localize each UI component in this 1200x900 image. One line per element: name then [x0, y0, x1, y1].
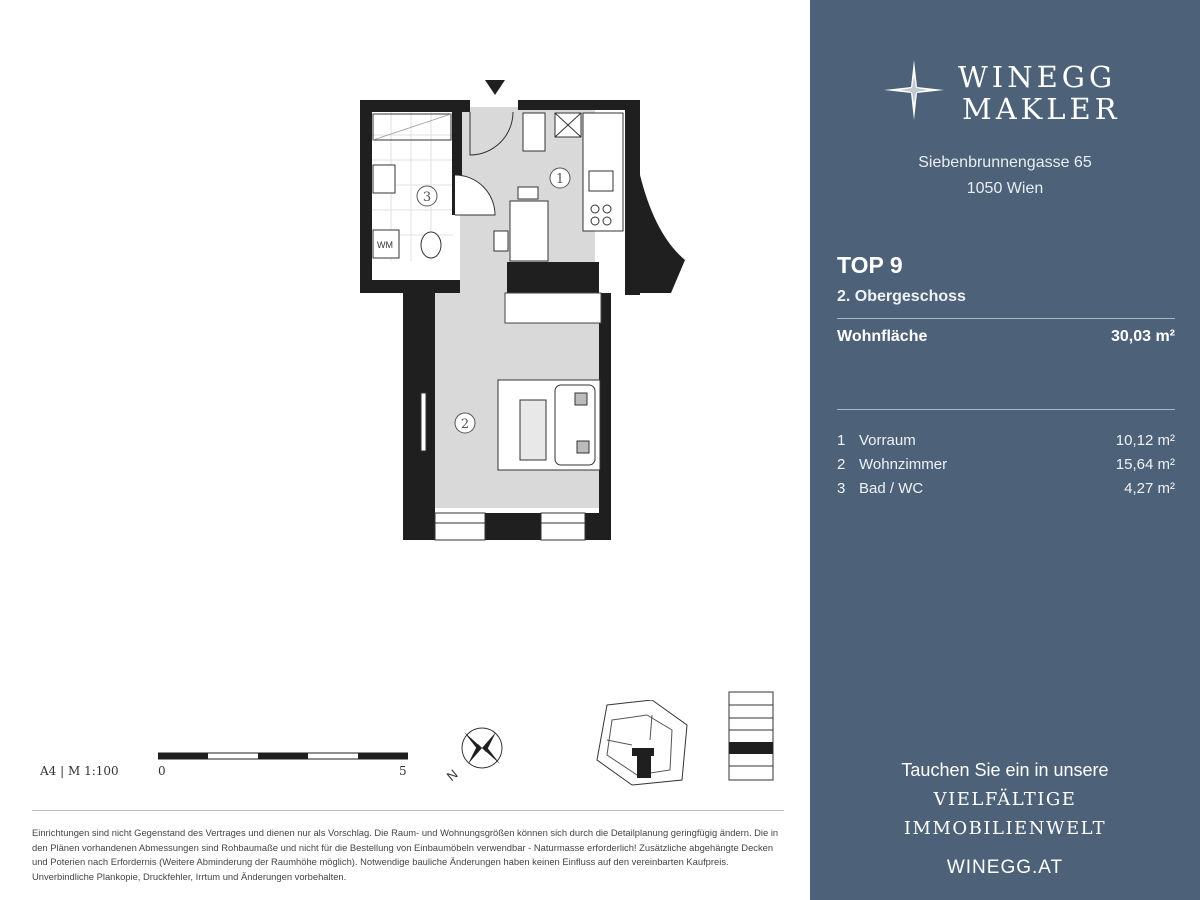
room-name: Vorraum: [859, 432, 916, 449]
site-plan-icon: [592, 700, 692, 788]
room-name: Wohnzimmer: [859, 456, 948, 473]
scale-label: A4 | M 1:100: [40, 764, 119, 778]
washbasin: [373, 165, 395, 193]
window-left: [435, 513, 485, 540]
room-size: 15,64 m²: [1115, 456, 1175, 473]
tagline-line-2: VIELFÄLTIGE: [933, 789, 1077, 810]
dining-table: [510, 201, 548, 261]
sliding-door: [421, 393, 426, 451]
room-label-3: 3: [422, 190, 432, 205]
disclaimer-text: Einrichtungen sind nicht Gegenstand des Vertrages und dienen nur als Vorschlag. Die Raum- und Wohnungsgrößen können sich durch die Detailplanung geringfügig ändern. Die in den Plänen vorhandenen Abmessungen sind Rohbaumaße und nicht für die Bestellung von Einbaumöbeln verwendbar - Naturmasse erforderlich! Zusätzliche abgehängte Decken und Poterien nach Erfordernis (Weitere Abminderung der Raumhöhe möglich). Notwendige bauliche Änderungen haben keinen Einfluss auf den vereinbarten Kaufpreis. Unverbindliche Plankopie, Druckfehler, Irrtum und Änderungen vorbehalten.: [32, 827, 779, 882]
brand-logo[interactable]: [882, 56, 1142, 126]
brand-line-1: WINEGG: [958, 60, 1117, 94]
room-row: [837, 456, 1175, 478]
scale-bar: [158, 752, 408, 760]
wm-label: WM: [377, 240, 393, 250]
divider: [837, 409, 1175, 410]
room-label-2: 2: [460, 417, 470, 432]
wardrobe: [523, 113, 545, 151]
compass-star-icon: [882, 58, 946, 122]
room-row: [837, 480, 1175, 502]
area-value: 30,03 m²: [1110, 328, 1175, 345]
building-floors-icon: [728, 690, 778, 785]
website-link[interactable]: WINEGG.AT: [946, 857, 1064, 878]
room-label-1: 1: [555, 172, 565, 187]
info-panel: [810, 0, 1200, 900]
unit-floor: 2. Obergeschoss: [837, 288, 966, 305]
north-compass-icon: [440, 720, 520, 790]
room-number: 1: [837, 432, 846, 449]
address-city: 1050 Wien: [966, 180, 1044, 197]
room-size: 10,12 m²: [1115, 432, 1175, 449]
divider: [837, 318, 1175, 319]
tagline-line-1: Tauchen Sie ein in unsere: [901, 760, 1109, 780]
north-label: N: [443, 766, 461, 784]
kitchen-sink: [589, 171, 613, 191]
room-name: Bad / WC: [859, 480, 924, 497]
tagline-line-3: IMMOBILIENWELT: [903, 818, 1107, 839]
toilet: [421, 232, 441, 258]
floor-plan: [355, 75, 690, 545]
entrance-arrow-icon: [485, 80, 505, 95]
window-right: [541, 513, 585, 540]
scale-end: 5: [399, 764, 407, 778]
room-number: 2: [837, 456, 846, 473]
chair: [518, 187, 538, 199]
room-size: 4,27 m²: [1124, 480, 1175, 497]
unit-title: TOP 9: [837, 252, 903, 278]
area-label: Wohnfläche: [837, 328, 928, 345]
scale-start: 0: [158, 764, 166, 778]
coffee-table: [520, 400, 546, 460]
room-number: 3: [837, 480, 846, 497]
chair: [494, 231, 508, 251]
footer-divider: [32, 810, 784, 811]
brand-line-2: MAKLER: [962, 92, 1121, 126]
room-row: [837, 432, 1175, 454]
address-street: Siebenbrunnengasse 65: [918, 154, 1092, 171]
